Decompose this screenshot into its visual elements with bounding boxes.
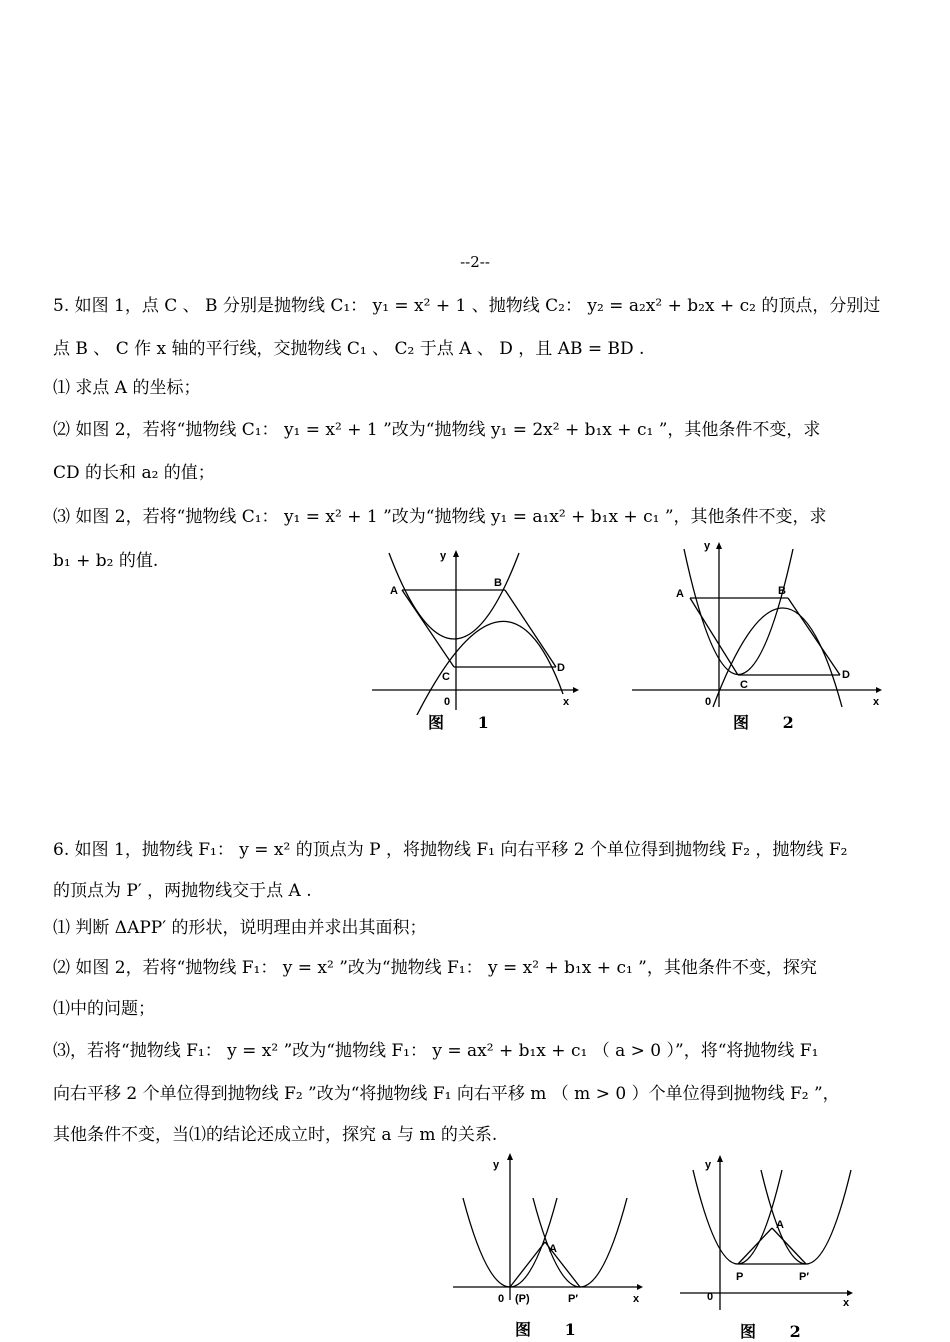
p5-line-6: ⑶ 如图 2，若将“抛物线 C₁： y₁ = x² + 1 ”改为“抛物线 y₁ = a₁x² + b₁x + c₁ ”，其他条件不变，求 xyxy=(53,507,827,527)
p6-figure-2-caption: 图 2 xyxy=(740,1322,815,1341)
label-y: y xyxy=(705,1159,712,1171)
parabola-c1 xyxy=(684,549,793,675)
label-a: A xyxy=(549,1243,557,1255)
segment-ac xyxy=(690,598,738,675)
p6-figure-2 xyxy=(675,1150,870,1320)
p6-line-1: 6. 如图 1，抛物线 F₁： y = x² 的顶点为 P ，将抛物线 F₁ 向右平移 2 个单位得到抛物线 F₂ ，抛物线 F₂ xyxy=(53,840,848,860)
label-d: D xyxy=(557,662,565,674)
p5-figure-2 xyxy=(628,535,890,715)
label-d: D xyxy=(842,669,850,681)
p6-line-5: ⑴中的问题； xyxy=(53,999,155,1019)
label-b: B xyxy=(778,585,786,597)
label-p: (P) xyxy=(515,1293,530,1305)
y-axis-arrow-icon xyxy=(717,1155,723,1162)
segment-ap2 xyxy=(772,1228,806,1264)
p6-line-3: ⑴ 判断 ΔAPP′ 的形状，说明理由并求出其面积； xyxy=(53,918,427,938)
p6-line-2: 的顶点为 P′ ，两抛物线交于点 A . xyxy=(53,881,312,901)
label-x: x xyxy=(873,696,880,708)
label-b: B xyxy=(494,577,502,589)
label-origin: 0 xyxy=(444,696,451,708)
p5-figure-1 xyxy=(368,545,583,715)
p5-figure-1-caption: 图 1 xyxy=(428,713,503,732)
parabola-f2 xyxy=(761,1170,851,1264)
y-axis-arrow-icon xyxy=(507,1153,513,1160)
label-p-prime: P′ xyxy=(568,1293,578,1305)
label-p-prime: P′ xyxy=(799,1271,809,1283)
p6-line-8: 其他条件不变，当⑴的结论还成立时，探究 a 与 m 的关系. xyxy=(53,1125,498,1145)
x-axis-arrow-icon xyxy=(637,1284,643,1290)
label-a: A xyxy=(776,1219,784,1231)
x-axis-arrow-icon xyxy=(573,687,579,693)
label-x: x xyxy=(563,696,570,708)
label-c: C xyxy=(740,679,748,691)
label-x: x xyxy=(843,1297,850,1309)
label-origin: 0 xyxy=(498,1293,505,1305)
p6-figure-1 xyxy=(445,1150,655,1315)
label-y: y xyxy=(440,550,447,562)
segment-bd xyxy=(505,590,556,667)
p6-line-4: ⑵ 如图 2，若将“抛物线 F₁： y = x² ”改为“抛物线 F₁： y = x² + b₁x + c₁ ”，其他条件不变，探究 xyxy=(53,958,817,978)
x-axis-arrow-icon xyxy=(876,687,882,693)
p6-line-7: 向右平移 2 个单位得到抛物线 F₂ ”改为“将抛物线 F₁ 向右平移 m （ m > 0 ）个单位得到抛物线 F₂ ”， xyxy=(53,1084,840,1104)
label-origin: 0 xyxy=(705,696,712,708)
y-axis-arrow-icon xyxy=(453,550,459,557)
p5-line-7: b₁ + b₂ 的值. xyxy=(53,551,159,571)
parabola-c2 xyxy=(713,608,842,707)
parabola-c1 xyxy=(389,553,519,639)
y-axis-arrow-icon xyxy=(716,542,722,549)
label-a: A xyxy=(676,588,684,600)
p5-line-5: CD 的长和 a₂ 的值； xyxy=(53,463,215,483)
segment-pa xyxy=(510,1242,545,1287)
label-c: C xyxy=(442,671,450,683)
parabola-f2 xyxy=(533,1198,627,1287)
label-origin: 0 xyxy=(707,1291,714,1303)
p6-figure-1-caption: 图 1 xyxy=(515,1320,590,1339)
label-x: x xyxy=(633,1293,640,1305)
p6-line-6: ⑶，若将“抛物线 F₁： y = x² ”改为“抛物线 F₁： y = ax² + b₁x + c₁ （ a > 0 ）”，将“将抛物线 F₁ xyxy=(53,1041,819,1061)
segment-pa xyxy=(738,1228,772,1264)
label-a: A xyxy=(390,585,398,597)
parabola-f1 xyxy=(693,1170,782,1264)
segment-bd xyxy=(788,598,840,675)
label-p: P xyxy=(736,1271,744,1283)
label-y: y xyxy=(493,1159,500,1171)
p5-line-4: ⑵ 如图 2，若将“抛物线 C₁： y₁ = x² + 1 ”改为“抛物线 y₁ = 2x² + b₁x + c₁ ”，其他条件不变，求 xyxy=(53,420,821,440)
page-number: --2-- xyxy=(460,253,490,271)
p5-line-1: 5. 如图 1，点 C 、 B 分别是抛物线 C₁： y₁ = x² + 1 、抛物线 C₂： y₂ = a₂x² + b₂x + c₂ 的顶点，分别过 xyxy=(53,296,881,316)
p5-line-3: ⑴ 求点 A 的坐标； xyxy=(53,378,201,398)
segment-ac xyxy=(402,590,454,667)
p5-line-2: 点 B 、 C 作 x 轴的平行线，交抛物线 C₁ 、 C₂ 于点 A 、 D ，且 AB = BD . xyxy=(53,339,645,359)
label-y: y xyxy=(704,540,711,552)
p5-figure-2-caption: 图 2 xyxy=(733,713,808,732)
x-axis-arrow-icon xyxy=(847,1290,853,1296)
